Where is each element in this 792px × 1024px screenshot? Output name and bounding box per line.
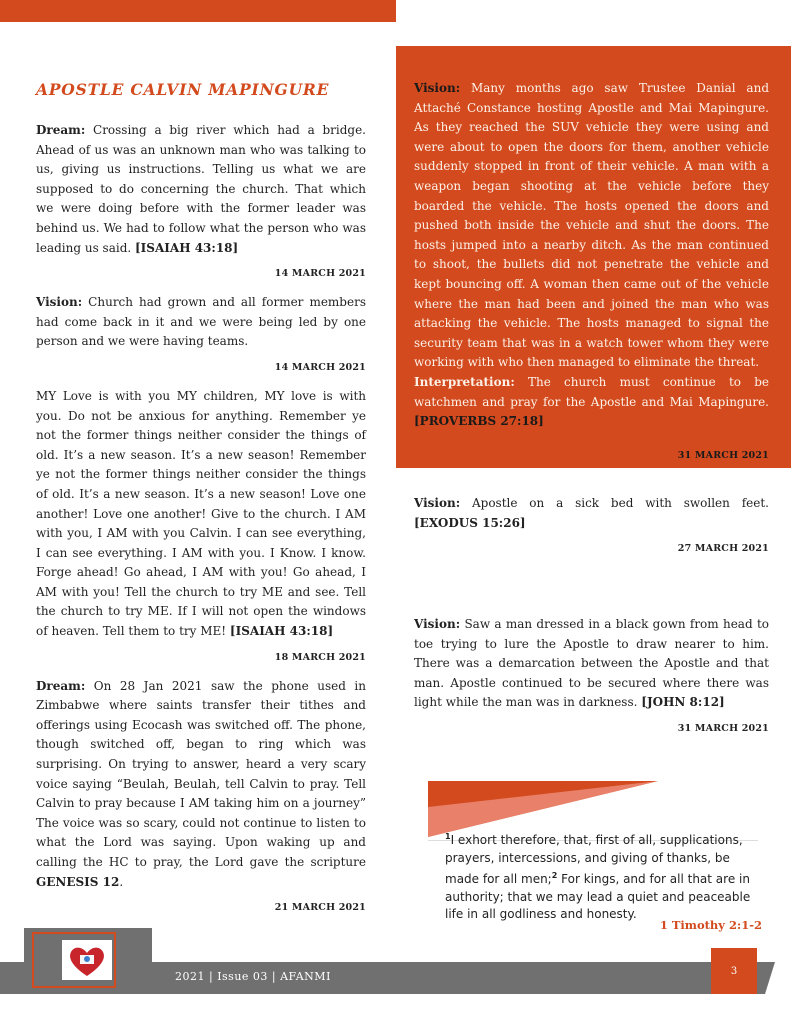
entry-body: Many months ago saw Trustee Danial and Attaché Constance hosting Apostle and Mai Mapingure. As they reached the SUV vehicle they were using and were about to open the doors for them, another vehicle suddenly stopped in front of their vehicle. A man with a weapon began shooting at the vehicle before they boarded the vehicle. The hosts opened the doors and pushed both inside the vehicle and shut the doors. The hosts jumped into a nearby ditch. As the man continued to shoot, the bullets did not penetrate the vehicle and kept bouncing off. A woman then came out of the vehicle where the man had been and joined the man who was attacking the vehicle. The hosts managed to signal the security team that was in a watch tower whom they were working with who then managed to eliminate the threat. bbox=[414, 81, 769, 370]
entry-date: 14 MARCH 2021 bbox=[274, 268, 366, 280]
entry-dream-2: Dream: On 28 Jan 2021 saw the phone used in Zimbabwe where saints transfer their tithes and offerings using Ecocash was switched off. The phone, though switched off, began to ring which was surprising. On trying to answer, heard a very scary voice saying “Beulah, Beulah, tell Calvin to pray. Tell Calvin to pray because I AM taking him on a journey” The voice was so scary, could not continue to listen to what the Lord was saying. Upon waking up and calling the HC to pray, the Lord gave the scripture GENESIS 12. 21 MARCH 2021 bbox=[36, 678, 366, 914]
right-entry-2 bbox=[414, 615, 769, 748]
entry-label: Dream: bbox=[36, 123, 86, 137]
entry-body: Church had grown and all former members had come back in it and we were being led by one person and we were having teams. bbox=[36, 295, 366, 349]
scripture-ref: [JOHN 8:12] bbox=[641, 695, 725, 710]
heart-logo-icon bbox=[62, 940, 112, 980]
scripture-ref: GENESIS 12 bbox=[36, 874, 120, 889]
entry-dream-1 bbox=[36, 121, 366, 279]
entry-label: Vision: bbox=[36, 295, 83, 310]
page-number: 3 bbox=[711, 948, 757, 994]
entry-label: Vision: bbox=[414, 81, 461, 95]
top-accent-bar bbox=[0, 0, 396, 22]
entry-date: 31 MARCH 2021 bbox=[677, 722, 769, 734]
entry-body: MY Love is with you MY children, MY love is with you. Do not be anxious for anything. Remember ye not the former things neither consider the things of old. It’s a new season. It’s a new season! Remember ye not the former things neither consider the things of old. It’s a new season. It’s a new season! Love one another! Love one another! Give to the church. I AM with you, I AM with you Calvin. I can see everything, I can see everything. I AM with you. I Know. I know. Forge ahead! Go ahead, I AM with you! Go ahead, I AM with you! Tell the church to try ME and see. Tell the church to try ME. If I will not open the windows of heaven. Tell them to try ME! bbox=[36, 388, 366, 639]
page-heading: APOSTLE CALVIN MAPINGURE bbox=[36, 80, 330, 99]
entry-body: Apostle on a sick bed with swollen feet. bbox=[460, 496, 769, 510]
scripture-ref: [EXODUS 15:26] bbox=[414, 515, 526, 530]
entry-date: 27 MARCH 2021 bbox=[677, 543, 769, 555]
entry-date: 14 MARCH 2021 bbox=[274, 361, 366, 373]
entry-date: 21 MARCH 2021 bbox=[274, 902, 366, 914]
entry-body: On 28 Jan 2021 saw the phone used in Zimbabwe where saints transfer their tithes and offerings using Ecocash was switched off. The phone, though switched off, began to ring which was surprising. On trying to answer, heard a very scary voice saying “Beulah, Beulah, tell Calvin to pray. Tell Calvin to pray because I AM taking him on a journey” The voice was so scary, could not continue to listen to what the Lord was saying. Upon waking up and calling the HC to pray, the Lord gave the scripture bbox=[36, 678, 366, 869]
left-column bbox=[36, 80, 366, 927]
entry-label: Vision: bbox=[414, 496, 461, 510]
interpretation-body: The church must continue to be watchmen and pray for the Apostle and Mai Mapingure. bbox=[414, 374, 769, 409]
entry-label: Vision: bbox=[414, 617, 461, 631]
interpretation-label: Interpretation: bbox=[414, 374, 515, 389]
footer-issue-info: 2021 | Issue 03 | AFANMI bbox=[175, 970, 331, 983]
entry-body: Saw a man dressed in a black gown from head to toe trying to lure the Apostle to draw nearer to him. There was a demarcation between the Apostle and that man. Apostle continued to be secured where there was light while the man was in darkness. bbox=[414, 617, 769, 710]
entry-date: 31 MARCH 2021 bbox=[677, 449, 769, 461]
entry-prophecy bbox=[36, 387, 366, 663]
entry-label: Dream: bbox=[36, 678, 86, 693]
highlighted-vision-box bbox=[396, 46, 791, 468]
entry-date: 18 MARCH 2021 bbox=[274, 651, 366, 663]
bible-quote: $^1$I exhort therefore, that, first of all, supplications, prayers, intercessions, and giving of thanks, be made for all men;$^2$ For kings, and for all that are in authority; that we may lead a quiet and peaceable life in all godliness and honesty. bbox=[445, 832, 751, 921]
scripture-ref: [ISAIAH 43:18] bbox=[229, 624, 334, 639]
bible-quote-reference: 1 Timothy 2:1-2 bbox=[659, 918, 762, 932]
scripture-ref: [PROVERBS 27:18] bbox=[414, 414, 544, 429]
entry-body: Crossing a big river which had a bridge. Ahead of us was an unknown man who was talking to us, giving us instructions. Telling us what we are supposed to do concerning the church. That which we were doing before with the former leader was behind us. We had to follow what the person who was leading us said. bbox=[36, 123, 366, 255]
scripture-ref: [ISAIAH 43:18] bbox=[135, 240, 239, 255]
entry-vision-1 bbox=[36, 293, 366, 373]
right-entry-1 bbox=[414, 494, 769, 568]
